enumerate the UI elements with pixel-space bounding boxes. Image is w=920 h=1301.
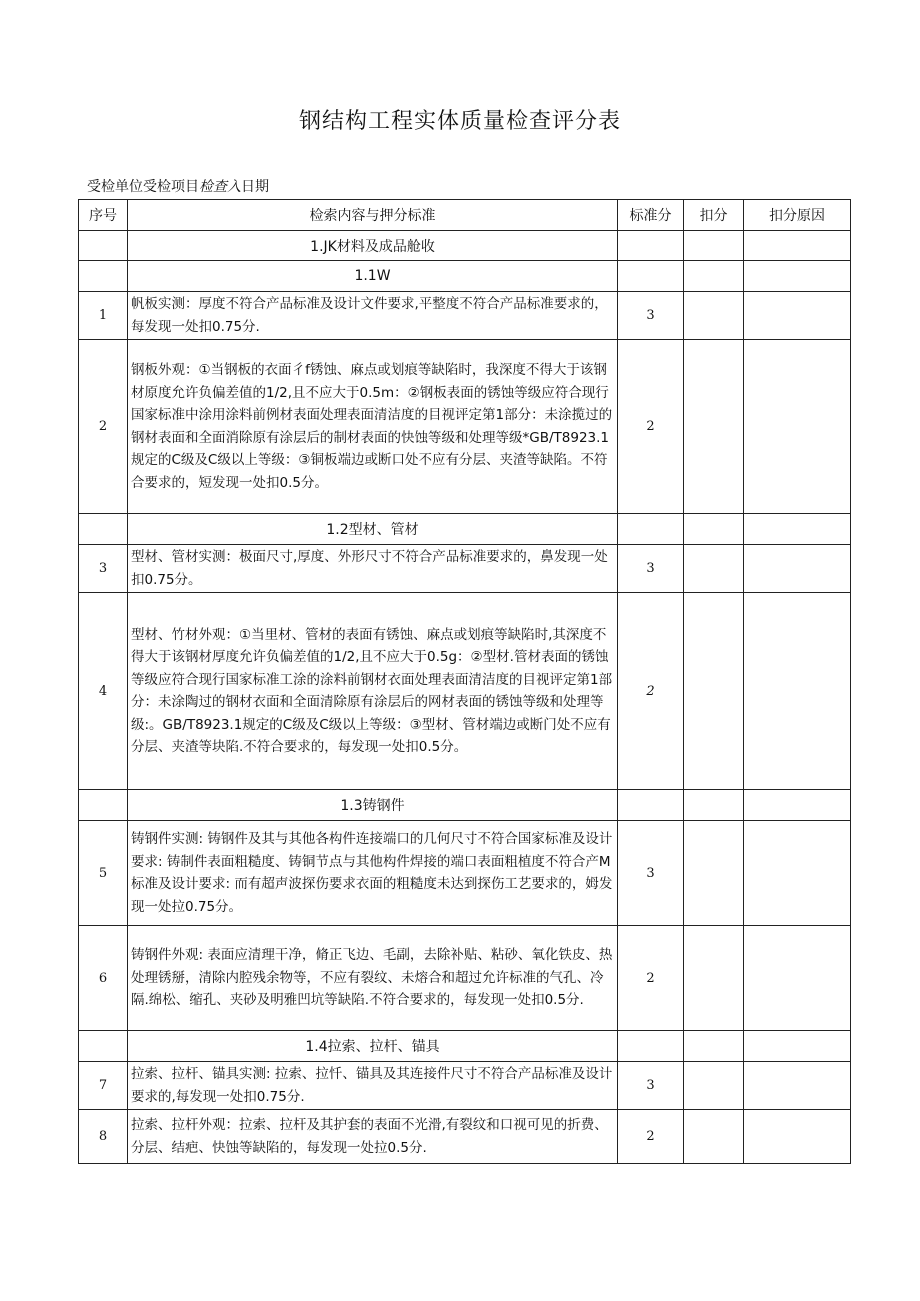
row-deduction-reason: [744, 1062, 851, 1110]
table-row: [79, 292, 851, 340]
row-deduction-reason: [744, 1110, 851, 1164]
row-content: 铸钢件外观: 表面应清理干净，脩正飞边、毛副，去除补贴、粘砂、氧化铁皮、热处理锈掰，清除内腔残余物等，不应有裂纹、未熔合和超过允许标准的气孔、冷隔.绵松、缩孔、夹砂及明雅凹坑等缺陷.不符合要求的，每发现一处扣0.5分.: [128, 926, 618, 1031]
row-standard-score: 2: [618, 593, 684, 790]
table-row: [79, 545, 851, 593]
row-deduction-reason: [744, 340, 851, 514]
row-deduction: [684, 545, 744, 593]
section-row: [79, 1031, 851, 1062]
row-content: 钢板外观：①当钢板的衣面彳f锈蚀、麻点或划痕等缺陷时，我深度不得大于该钢材原度允许负偏差值的1/2,且不应大于0.5m：②钢板表面的锈蚀等级应符合现行国家标准中涂用涂料前例材表面处理表面清洁度的目视评定第1部分：未涂揽过的钢材表面和全面消除原有涂层后的制材表面的快蚀等级和处理等级*GB/T8923.1规定的C级及C级以上等级：③铜板端边或断口处不应有分层、夹渣等缺陷。不符合要求的，短发现一处扣0.5分。: [128, 340, 618, 514]
row-number: 6: [79, 926, 128, 1031]
table-row: [79, 340, 851, 514]
table-header-row: [79, 200, 851, 231]
row-number: 1: [79, 292, 128, 340]
score-table: [78, 199, 851, 1164]
row-content: 铸钢件实测: 铸钢件及其与其他各构件连接端口的几何尺寸不符合国家标准及设计要求: 铸制件表面粗糙度、铸铜节点与其他构件焊接的端口表面粗植度不符合产M标准及设计要求: 而有超声波探伤要求衣面的粗糙度未达到探伤工艺要求的，姆发现一处拉0.75分。: [128, 821, 618, 926]
inspection-info-line: [87, 176, 269, 196]
row-standard-score: 3: [618, 292, 684, 340]
row-standard-score: 2: [618, 1110, 684, 1164]
header-standard-score: 标准分: [618, 200, 684, 231]
section-title: 1.1W: [128, 261, 618, 292]
table-row: [79, 926, 851, 1031]
row-standard-score: 3: [618, 1062, 684, 1110]
row-content: 拉索、拉杆外观：拉索、拉杆及其护套的表面不光滑,有裂纹和口视可见的折费、分层、结疤、快蚀等缺陷的，每发现一处拉0.5分.: [128, 1110, 618, 1164]
row-deduction-reason: [744, 926, 851, 1031]
table-row: [79, 593, 851, 790]
row-deduction-reason: [744, 821, 851, 926]
row-content: 型材、竹材外观：①当里材、管材的表面有锈蚀、麻点或划痕等缺陷时,其深度不得大于该钢材厚度允许负偏差值的1/2,且不应大于0.5g：②型材.管材表面的锈蚀等级应符合现行国家标准工涂的涂料前钢材衣面处理表面清洁度的目视评定第1部分：未涂陶过的钢材衣面和全面清除原有涂层后的网材表面的锈蚀等级和处理等级:。GB/T8923.1规定的C级及C级以上等级：③型材、管材端边或断门处不应有分层、夹渣等块陷.不符合要求的，每发现一处扣0.5分。: [128, 593, 618, 790]
table-row: [79, 1062, 851, 1110]
row-deduction-reason: [744, 593, 851, 790]
section-title: 1.2型材、管材: [128, 514, 618, 545]
header-content: 检索内容与押分标准: [128, 200, 618, 231]
section-row: [79, 790, 851, 821]
row-deduction: [684, 292, 744, 340]
header-deduction: 扣分: [684, 200, 744, 231]
row-deduction: [684, 1110, 744, 1164]
header-no: 序号: [79, 200, 128, 231]
row-number: 4: [79, 593, 128, 790]
section-title: 1.4拉索、拉杆、锚具: [128, 1031, 618, 1062]
section-title: 1.3铸钢件: [128, 790, 618, 821]
row-deduction-reason: [744, 292, 851, 340]
row-number: 5: [79, 821, 128, 926]
row-deduction: [684, 340, 744, 514]
row-number: 2: [79, 340, 128, 514]
table-row: [79, 1110, 851, 1164]
row-content: 拉索、拉杆、锚具实测: 拉索、拉忏、锚具及其连接件尺寸不符合产品标准及设计要求的,每发现一处扣0.75分.: [128, 1062, 618, 1110]
row-number: 3: [79, 545, 128, 593]
section-title: 1.JK材料及成品舱收: [128, 231, 618, 261]
row-standard-score: 3: [618, 545, 684, 593]
row-deduction: [684, 821, 744, 926]
info-italic: 检查入: [199, 179, 241, 195]
section-row: [79, 514, 851, 545]
header-deduction-reason: 扣分原因: [744, 200, 851, 231]
table-row: [79, 821, 851, 926]
section-row: [79, 231, 851, 261]
row-number: 8: [79, 1110, 128, 1164]
row-number: 7: [79, 1062, 128, 1110]
info-suffix: 日期: [241, 179, 269, 195]
row-standard-score: 2: [618, 340, 684, 514]
row-deduction-reason: [744, 545, 851, 593]
section-row: [79, 261, 851, 292]
info-prefix: 受检单位受检项目: [87, 179, 199, 195]
row-deduction: [684, 593, 744, 790]
row-content: 帆板实测：厚度不符合产品标准及设计文件要求,平整度不符合产品标准要求的，每发现一处扣0.75分.: [128, 292, 618, 340]
row-standard-score: 2: [618, 926, 684, 1031]
page-title: 钢结构工程实体质量检查评分表: [298, 109, 621, 134]
row-deduction: [684, 926, 744, 1031]
row-content: 型材、管材实测：极面尺寸,厚度、外形尺寸不符合产品标准要求的，鼻发现一处扣0.75分。: [128, 545, 618, 593]
row-deduction: [684, 1062, 744, 1110]
row-standard-score: 3: [618, 821, 684, 926]
